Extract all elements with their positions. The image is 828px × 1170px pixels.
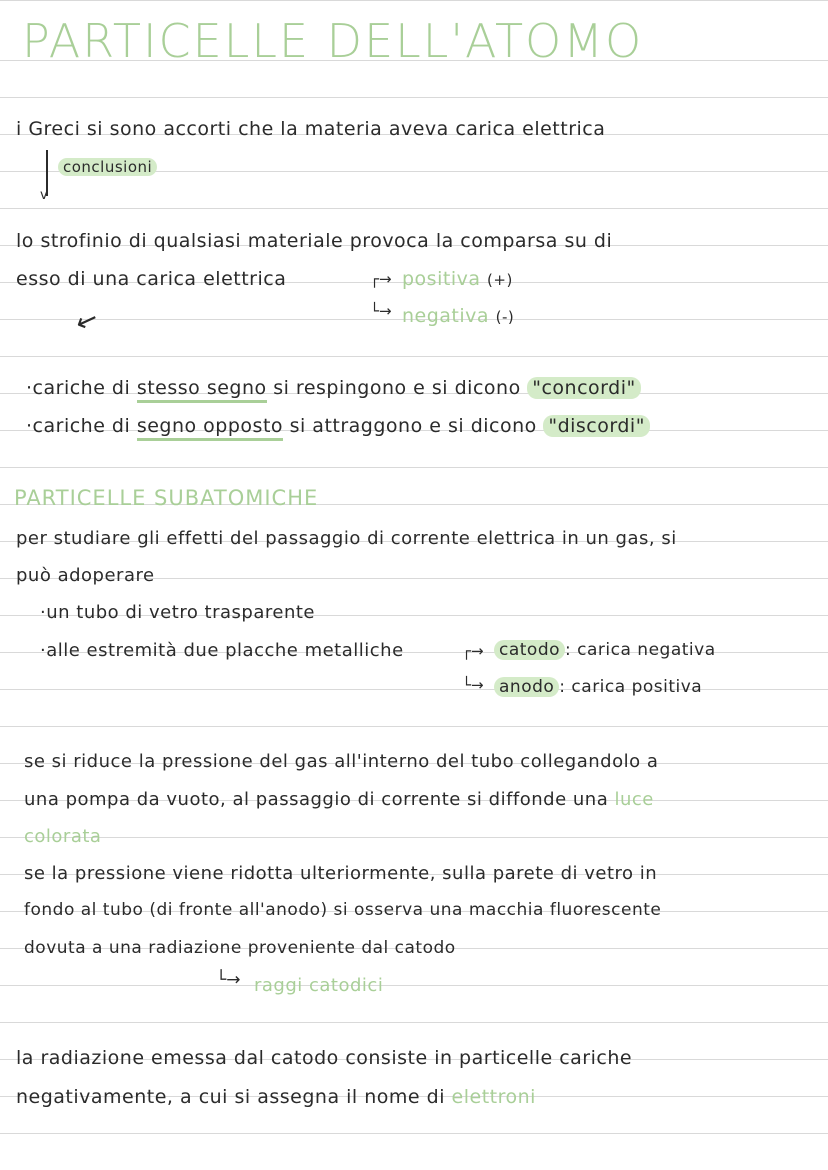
bracket-arrow-icon: └→ xyxy=(462,676,484,694)
bullet-text: ·cariche di xyxy=(26,377,131,399)
sign-positiva: (+) xyxy=(487,271,513,289)
branch-positiva xyxy=(402,268,513,290)
label-catodo: catodo xyxy=(494,640,565,660)
line-strofinio: lo strofinio di qualsiasi materiale provoca la comparsa su di xyxy=(16,230,613,252)
line-esso: esso di una carica elettrica xyxy=(16,268,287,290)
bullet-text: ·cariche di xyxy=(26,415,131,437)
curved-arrow-icon: ↙ xyxy=(71,303,103,339)
line-elettroni xyxy=(16,1086,536,1108)
bracket-arrow-icon: └→ xyxy=(370,302,392,320)
label-positiva: positiva xyxy=(402,268,481,290)
line-colorata: colorata xyxy=(24,826,102,847)
label-raggi-catodici: raggi catodici xyxy=(254,975,384,996)
arrow-down-icon: v xyxy=(40,188,48,203)
underlined-term: stesso segno xyxy=(137,377,267,403)
bullet-placche: ·alle estremità due placche metalliche xyxy=(40,640,404,661)
bullet-text: si respingono e si dicono xyxy=(273,377,521,399)
label-conclusioni: conclusioni xyxy=(58,158,157,176)
bullet-tubo: ·un tubo di vetro trasparente xyxy=(40,602,315,623)
line-fondo: fondo al tubo (di fronte all'anodo) si osserva una macchia fluorescente xyxy=(24,900,662,920)
label-anodo: anodo xyxy=(494,677,559,697)
desc-anodo: : carica positiva xyxy=(559,677,703,697)
highlighted-term: "concordi" xyxy=(527,377,640,399)
page-title: PARTICELLE DELL'ATOMO xyxy=(22,14,644,68)
green-term: elettroni xyxy=(451,1086,536,1108)
branch-catodo xyxy=(494,640,716,660)
branch-anodo xyxy=(494,677,702,697)
bullet-discordi xyxy=(26,415,650,437)
arrow-right-icon: └→ xyxy=(216,970,241,990)
desc-catodo: : carica negativa xyxy=(565,640,716,660)
underlined-term: segno opposto xyxy=(137,415,283,441)
section-title: PARTICELLE SUBATOMICHE xyxy=(14,486,319,510)
line-text: una pompa da vuoto, al passaggio di corrente si diffonde una xyxy=(24,789,609,810)
label-negativa: negativa xyxy=(402,305,490,327)
highlighted-term: "discordi" xyxy=(543,415,650,437)
green-term: luce xyxy=(614,789,654,810)
bullet-text: si attraggono e si dicono xyxy=(289,415,537,437)
line-greci: i Greci si sono accorti che la materia aveva carica elettrica xyxy=(16,118,606,140)
line-pompa xyxy=(24,789,654,810)
line-text: negativamente, a cui si assegna il nome di xyxy=(16,1086,445,1108)
bullet-concordi xyxy=(26,377,641,399)
line-ulteriormente: se la pressione viene ridotta ulteriormente, sulla parete di vetro in xyxy=(24,863,658,884)
line-pressione: se si riduce la pressione del gas all'interno del tubo collegandolo a xyxy=(24,751,659,772)
line-adoperare: può adoperare xyxy=(16,565,155,586)
bracket-arrow-icon: ┌→ xyxy=(370,270,392,288)
line-emessa: la radiazione emessa dal catodo consiste in particelle cariche xyxy=(16,1047,633,1069)
branch-negativa xyxy=(402,305,514,327)
sign-negativa: (-) xyxy=(495,308,515,326)
line-studiare: per studiare gli effetti del passaggio di corrente elettrica in un gas, si xyxy=(16,528,677,549)
bracket-arrow-icon: ┌→ xyxy=(462,642,484,660)
line-radiazione: dovuta a una radiazione proveniente dal catodo xyxy=(24,938,456,958)
